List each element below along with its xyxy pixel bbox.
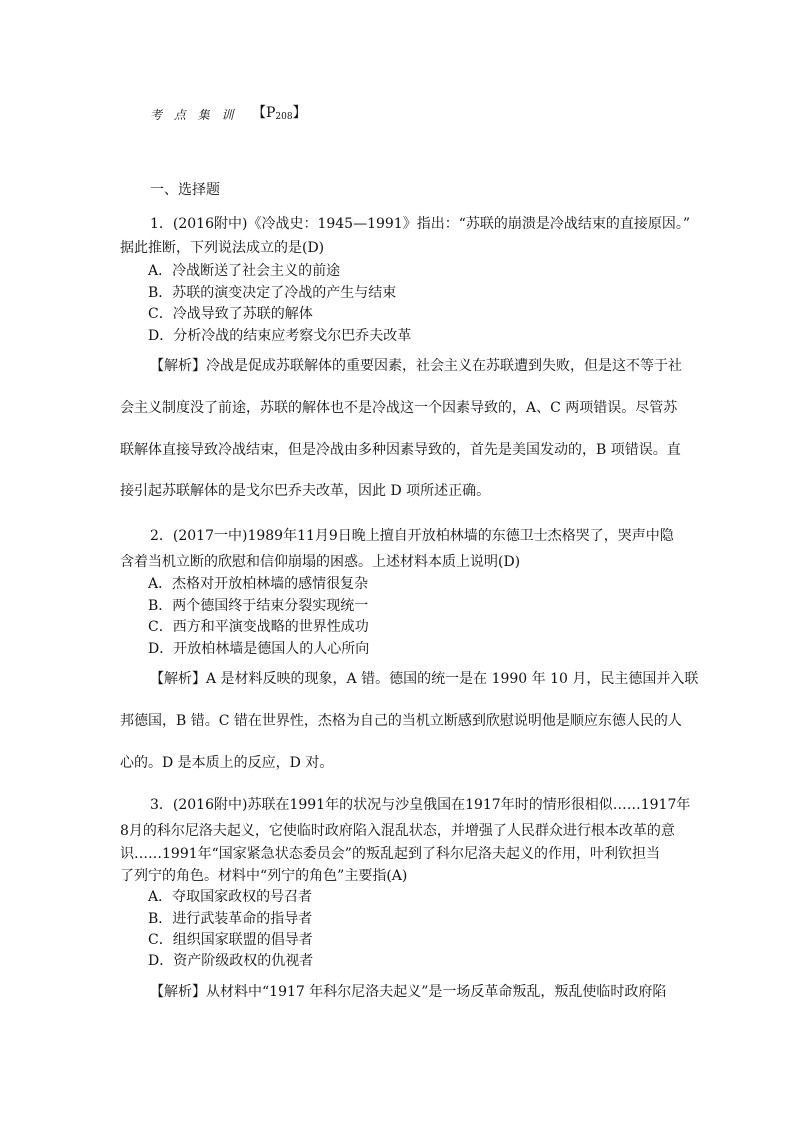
- q3-analysis-text-1: 从材料中“1917 年科尔尼洛夫起义”是一场反革命叛乱，叛乱使临时政府陷: [206, 984, 667, 1000]
- q3-line-1: 3．(2016附中)苏联在1991年的状况与沙皇俄国在1917年时的情形很相似……1917年: [150, 797, 691, 813]
- q1-analysis-text-1: 冷战是促成苏联解体的重要因素，社会主义在苏联遭到失败，但是这不等于社: [206, 358, 682, 374]
- q1-line-2: 据此推断，下列说法成立的是(D): [120, 240, 325, 256]
- q3-option-a: A．夺取国家政权的号召者: [148, 889, 313, 905]
- q2-option-d: D．开放柏林墙是德国人的人心所向: [148, 641, 370, 657]
- section-title: 一、选择题: [150, 182, 220, 198]
- q2-analysis-label: 【解析】: [150, 671, 206, 687]
- q3-line-2: 8月的科尔尼洛夫起义，它使临时政府陷入混乱状态，并增强了人民群众进行根本改革的意: [120, 823, 675, 839]
- q2-option-a: A．杰格对开放柏林墙的感情很复杂: [148, 576, 369, 592]
- q3-option-c: C．组织国家联盟的倡导者: [148, 932, 313, 948]
- q2-line-1: 2．(2017一中)1989年11月9日晚上擅自开放柏林墙的东德卫士杰格哭了，哭声中隐: [150, 528, 674, 544]
- q1-analysis-line-4: 接引起苏联解体的是戈尔巴乔夫改革，因此 D 项所述正确。: [120, 483, 491, 499]
- q1-analysis-line-3: 联解体直接导致冷战结束，但是冷战由多种因素导致的，首先是美国发动的，B 项错误。直: [120, 442, 681, 458]
- q2-line-2: 含着当机立断的欣慰和信仰崩塌的困惑。上述材料本质上说明(D): [120, 554, 521, 570]
- page-reference: [252, 103, 307, 127]
- q2-option-c: C．西方和平演变战略的世界性成功: [148, 619, 369, 635]
- q1-option-a: A．冷战断送了社会主义的前途: [148, 263, 341, 279]
- header-title: 考 点 集 训: [150, 108, 238, 122]
- q1-analysis-line-2: 会主义制度没了前途，苏联的解体也不是冷战这一个因素导致的，A、C 两项错误。尽管苏: [120, 400, 678, 416]
- q1-line-1: 1．(2016附中)《冷战史：1945—1991》指出：“苏联的崩溃是冷战结束的直接原因。”: [150, 216, 691, 232]
- q2-analysis-text-1: A 是材料反映的现象，A 错。德国的统一是在 1990 年 10 月，民主德国并入联: [206, 671, 699, 687]
- q1-analysis-label: 【解析】: [150, 358, 206, 374]
- q3-line-3: 识……1991年“国家紧急状态委员会”的叛乱起到了科尔尼洛夫起义的作用，叶利钦担当: [120, 846, 660, 862]
- q2-option-b: B．两个德国终于结束分裂实现统一: [148, 598, 369, 614]
- q3-analysis-label: 【解析】: [150, 984, 206, 1000]
- q3-analysis-line-1: [150, 982, 666, 1002]
- q3-option-d: D．资产阶级政权的仇视者: [148, 953, 314, 969]
- q3-option-b: B．进行武装革命的指导者: [148, 911, 313, 927]
- q1-option-b: B．苏联的演变决定了冷战的产生与结束: [148, 285, 397, 301]
- q3-line-4: 了列宁的角色。材料中“列宁的角色”主要指(A): [120, 868, 408, 884]
- page-reference-end: 】: [292, 105, 307, 121]
- q1-analysis-line-1: [150, 356, 682, 376]
- q2-analysis-line-3: 心的。D 是本质上的反应，D 对。: [120, 755, 334, 771]
- q2-analysis-line-2: 邦德国，B 错。C 错在世界性，杰格为自己的当机立断感到欣慰说明他是顺应东德人民的人: [120, 713, 682, 729]
- q1-option-d: D．分析冷战的结束应考察戈尔巴乔夫改革: [148, 328, 412, 344]
- page-reference-main: 【P: [252, 105, 276, 121]
- q1-option-c: C．冷战导致了苏联的解体: [148, 306, 313, 322]
- q2-analysis-line-1: [150, 669, 698, 689]
- page-reference-number: 208: [275, 112, 293, 122]
